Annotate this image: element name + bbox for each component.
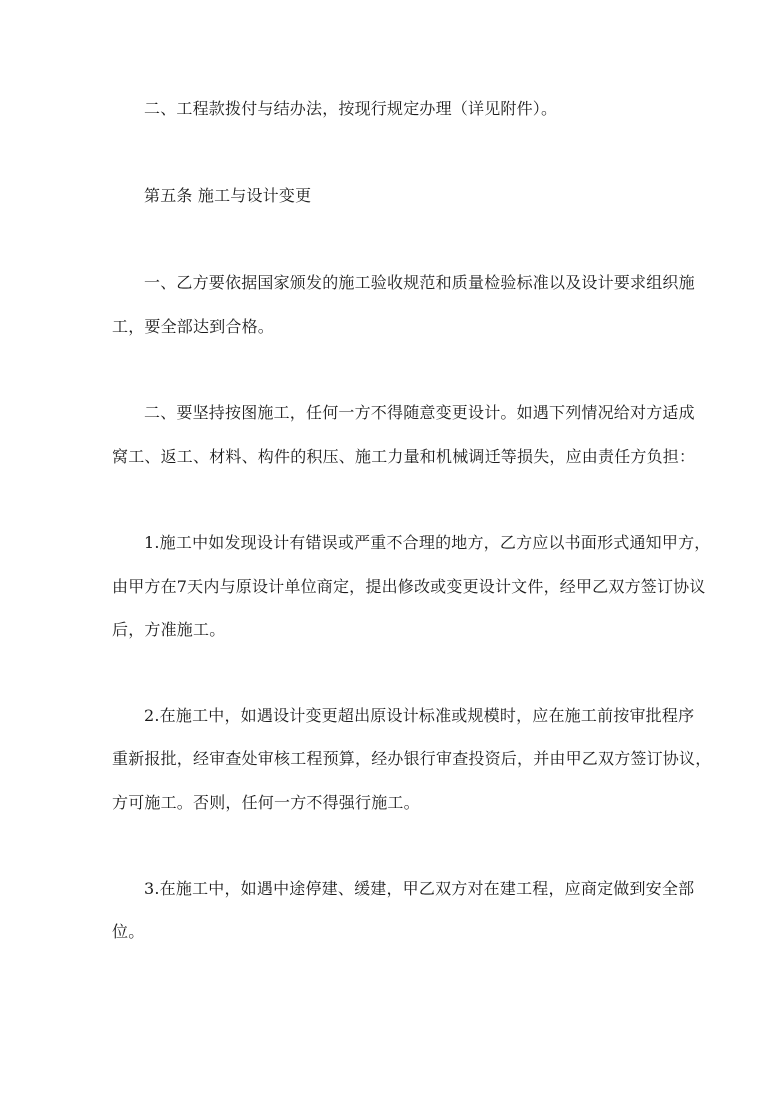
paragraph-construction-l2: 工，要全部达到合格。 (112, 317, 275, 336)
list-item-1-l1: 1.施工中如发现设计有错误或严重不合理的地方，乙方应以书面形式通知甲方， (144, 533, 711, 552)
paragraph-payment: 二、工程款拨付与结办法，按现行规定办理（详见附件）。 (144, 99, 558, 118)
section-heading: 第五条 施工与设计变更 (144, 186, 312, 205)
list-item-1-l3: 后，方准施工。 (112, 620, 226, 639)
list-item-3-l2: 位。 (112, 922, 145, 941)
list-item-2-l3: 方可施工。否则，任何一方不得强行施工。 (112, 793, 420, 812)
list-item-1-l2: 由甲方在7天内与原设计单位商定，提出修改或变更设计文件，经甲乙双方签订协议 (112, 577, 706, 596)
list-item-2-l2: 重新报批，经审查处审核工程预算，经办银行审查投资后，并由甲乙双方签订协议， (112, 749, 712, 768)
paragraph-construction-l1: 一、乙方要依据国家颁发的施工验收规范和质量检验标准以及设计要求组织施 (144, 273, 695, 292)
list-item-3-l1: 3.在施工中，如遇中途停建、缓建，甲乙双方对在建工程，应商定做到安全部 (144, 879, 695, 898)
list-item-2-l1: 2.在施工中，如遇设计变更超出原设计标准或规模时，应在施工前按审批程序 (144, 706, 695, 725)
paragraph-design-change-l2: 窝工、返工、材料、构件的积压、施工力量和机械调迁等损失，应由责任方负担： (112, 447, 696, 466)
paragraph-design-change-l1: 二、要坚持按图施工，任何一方不得随意变更设计。如遇下列情况给对方适成 (144, 403, 695, 422)
